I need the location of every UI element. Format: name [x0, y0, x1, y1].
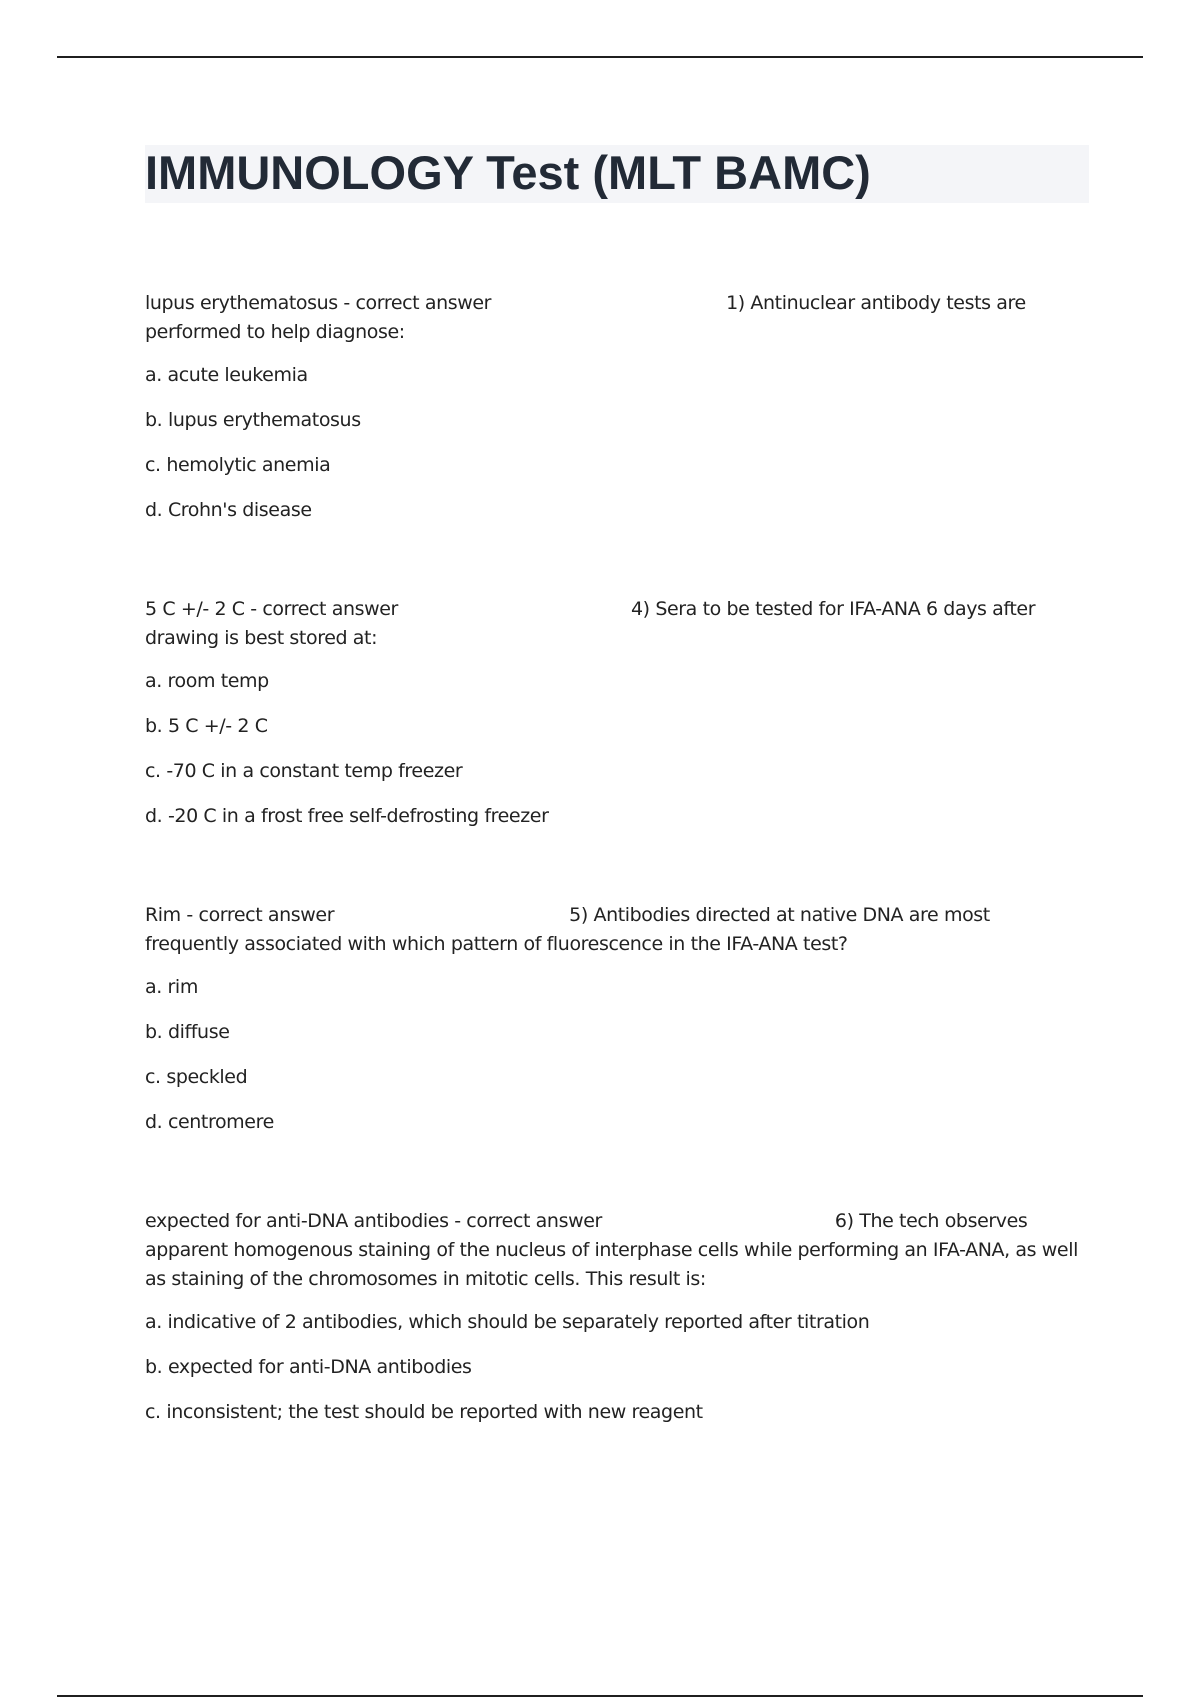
page-title: IMMUNOLOGY Test (MLT BAMC): [145, 146, 871, 199]
correct-answer: expected for anti-DNA antibodies - correct answer: [145, 1210, 602, 1232]
answer-option: d. centromere: [145, 1111, 274, 1133]
answer-option: b. diffuse: [145, 1021, 230, 1043]
question-list: [145, 289, 1089, 1497]
answer-option: b. lupus erythematosus: [145, 409, 361, 431]
answer-option: a. acute leukemia: [145, 364, 308, 386]
answer-option: c. inconsistent; the test should be reported with new reagent: [145, 1401, 703, 1423]
bottom-rule: [57, 1695, 1143, 1697]
answer-option: d. -20 C in a frost free self-defrosting freezer: [145, 805, 549, 827]
top-rule: [57, 56, 1143, 58]
answer-option: d. Crohn's disease: [145, 499, 312, 521]
answer-option: a. indicative of 2 antibodies, which should be separately reported after titration: [145, 1311, 870, 1333]
question-prompt: 5) Antibodies directed at native DNA are most frequently associated with which pattern of fluorescence in the IFA-ANA test?: [145, 904, 990, 955]
question-block: [145, 595, 1089, 831]
question-block: [145, 1207, 1089, 1427]
correct-answer: 5 C +/- 2 C - correct answer: [145, 598, 398, 620]
answer-option: c. -70 C in a constant temp freezer: [145, 760, 463, 782]
answer-option: c. speckled: [145, 1066, 248, 1088]
question-text: [145, 595, 1089, 653]
question-prompt: 1) Antinuclear antibody tests are performed to help diagnose:: [145, 292, 1026, 343]
question-text: [145, 289, 1089, 347]
answer-option: c. hemolytic anemia: [145, 454, 331, 476]
correct-answer: lupus erythematosus - correct answer: [145, 292, 492, 314]
question-prompt: 6) The tech observes apparent homogenous staining of the nucleus of interphase cells while performing an IFA-ANA, as well as staining of the chromosomes in mitotic cells. This result is:: [145, 1210, 1078, 1290]
answer-option: a. rim: [145, 976, 198, 998]
answer-option: a. room temp: [145, 670, 269, 692]
question-block: [145, 901, 1089, 1137]
answer-option: b. expected for anti-DNA antibodies: [145, 1356, 472, 1378]
question-prompt: 4) Sera to be tested for IFA-ANA 6 days after drawing is best stored at:: [145, 598, 1036, 649]
question-text: [145, 901, 1089, 959]
answer-option: b. 5 C +/- 2 C: [145, 715, 268, 737]
question-text: [145, 1207, 1089, 1294]
correct-answer: Rim - correct answer: [145, 904, 335, 926]
question-block: [145, 289, 1089, 525]
